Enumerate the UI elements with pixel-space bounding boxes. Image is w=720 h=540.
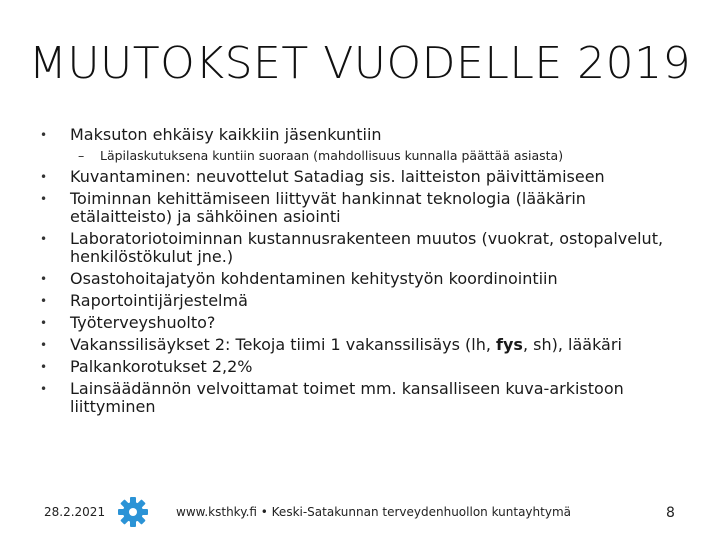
bullet-text: Kuvantaminen: neuvottelut Satadiag sis. laitteiston päivittämiseen	[70, 167, 605, 186]
bullet-item	[40, 336, 690, 354]
bullet-text: Maksuton ehkäisy kaikkiin jäsenkuntiin	[70, 125, 382, 144]
bullet-item	[40, 126, 690, 144]
slide-footer	[0, 503, 720, 527]
bullet-dot: •	[40, 128, 48, 142]
bullet-text: Laboratoriotoiminnan kustannusrakenteen muutos (vuokrat, ostopalvelut, henkilöstökulut jne.)	[70, 229, 664, 266]
footer-date: 28.2.2021	[44, 505, 106, 519]
bullet-text: Osastohoitajatyön kohdentaminen kehitystyön koordinointiin	[70, 269, 558, 288]
bullet-item	[40, 270, 690, 288]
bullet-text: Raportointijärjestelmä	[70, 291, 248, 310]
bullet-dot: •	[40, 272, 48, 286]
bullet-dot: •	[40, 192, 48, 206]
slide-title: MUUTOKSET VUODELLE 2019	[28, 38, 692, 89]
bullet-item	[40, 292, 690, 310]
bullet-text: Työterveyshuolto?	[70, 313, 216, 332]
bullet-text: Lainsäädännön velvoittamat toimet mm. kansalliseen kuva-arkistoon liittyminen	[70, 379, 624, 416]
sub-bullet-text: Läpilaskutuksena kuntiin suoraan (mahdollisuus kunnalla päättää asiasta)	[100, 148, 564, 163]
gear-logo-icon	[116, 495, 150, 529]
bullet-dot: •	[40, 232, 48, 246]
bullet-dot: •	[40, 316, 48, 330]
footer-organization: www.ksthky.fi • Keski-Satakunnan terveydenhuollon kuntayhtymä	[176, 505, 571, 519]
bullet-text-part: , sh), lääkäri	[522, 335, 622, 354]
sub-bullet-dash: –	[78, 148, 85, 163]
bullet-text	[70, 335, 622, 354]
bullet-dot: •	[40, 294, 48, 308]
bullet-text: Palkankorotukset 2,2%	[70, 357, 253, 376]
bullet-item	[40, 358, 690, 376]
bullet-item	[40, 380, 690, 416]
bullet-item	[40, 168, 690, 186]
bullet-dot: •	[40, 360, 48, 374]
bullet-text-bold: fys	[496, 335, 523, 354]
bullet-dot: •	[40, 170, 48, 184]
bullet-text: Toiminnan kehittämiseen liittyvät hankinnat teknologia (lääkärin etälaitteisto) ja sähköinen asiointi	[70, 189, 586, 226]
bullet-list	[40, 126, 690, 420]
bullet-item	[40, 190, 690, 226]
bullet-dot: •	[40, 382, 48, 396]
page-number: 8	[666, 505, 675, 521]
bullet-dot: •	[40, 338, 48, 352]
bullet-item	[40, 314, 690, 332]
sub-bullet-item	[40, 148, 690, 164]
bullet-item	[40, 230, 690, 266]
bullet-text-part: Vakanssilisäykset 2: Tekoja tiimi 1 vakanssilisäys (lh,	[70, 335, 497, 354]
